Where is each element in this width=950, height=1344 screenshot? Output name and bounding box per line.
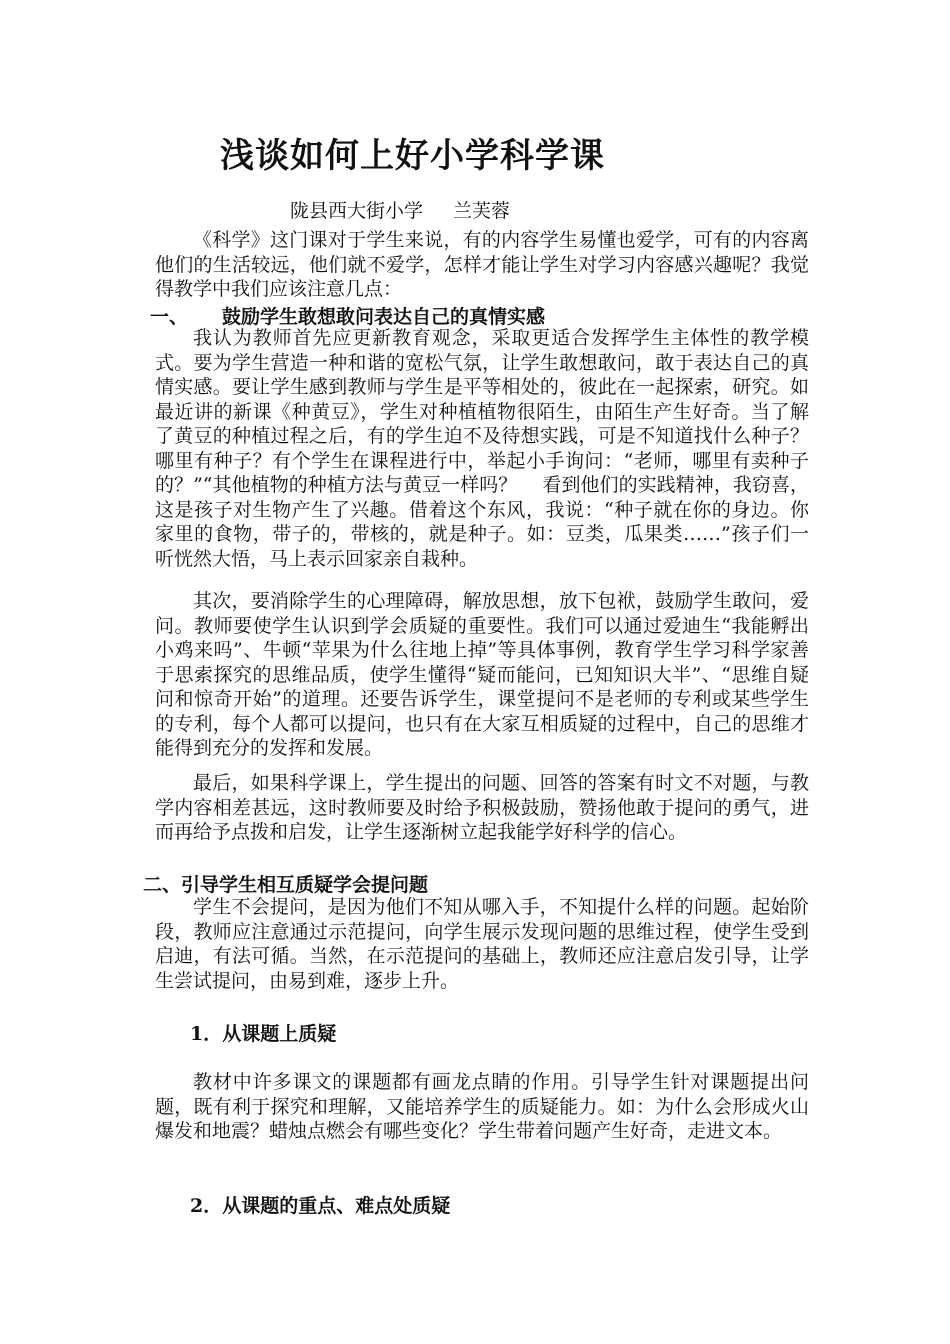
section-1-heading: [150, 302, 545, 329]
section-2-heading: 二、引导学生相互质疑学会提问题: [143, 874, 429, 896]
section-1-number: 一、: [150, 306, 189, 328]
intro-paragraph: 《科学》这门课对于学生来说，有的内容学生易懂也爱学，可有的内容离他们的生活较远，他们就不爱学，怎样才能让学生对学习内容感兴趣呢？我觉得教学中我们应该注意几点：: [155, 229, 809, 300]
section-2-paragraph-1: 学生不会提问，是因为他们不知从哪入手，不知提什么样的问题。起始阶段，教师应注意通过示范提问，向学生展示发现问题的思维过程，使学生受到启迪，有法可循。当然，在示范提问的基础上，教师还应注意启发引导，让学生尝试提问，由易到难，逐步上升。: [155, 896, 809, 992]
document-title: 浅谈如何上好小学科学课: [220, 136, 605, 176]
author-line: [290, 196, 510, 223]
section-1-paragraph-1: 我认为教师首先应更新教育观念，采取更适合发挥学生主体性的教学模式。要为学生营造一种和谐的宽松气氛，让学生敢想敢问，敢于表达自己的真情实感。要让学生感到教师与学生是平等相处的，彼此在一起探索，研究。如最近讲的新课《种黄豆》，学生对种植植物很陌生，由陌生产生好奇。当了解了黄豆的种植过程之后，有的学生迫不及待想实践，可是不知道找什么种子？哪里有种子？有个学生在课程进行中，举起小手询问：“老师，哪里有卖种子的？”“其他植物的种植方法与黄豆一样吗？ 看到他们的实践精神，我窃喜，这是孩子对生物产生了兴趣。借着这个东风，我说：“种子就在你的身边。你家里的食物，带子的，带核的，就是种子。如：豆类，瓜果类……”孩子们一听恍然大悟，马上表示回家亲自栽种。: [155, 327, 809, 570]
subsection-1-paragraph: 教材中许多课文的课题都有画龙点睛的作用。引导学生针对课题提出问题，既有利于探究和理解，又能培养学生的质疑能力。如：为什么会形成火山爆发和地震？蜡烛点燃会有哪些变化？学生带着问题产生好奇，走进文本。: [155, 1071, 809, 1142]
subsection-2-heading: 2．从课题的重点、难点处质疑: [190, 1195, 451, 1217]
section-1-title: 鼓励学生敢想敢问表达自己的真情实感: [222, 306, 546, 328]
author-name: 兰芙蓉: [453, 200, 511, 222]
author-school: 陇县西大街小学: [290, 200, 424, 222]
subsection-1-heading: 1．从课题上质疑: [190, 1023, 337, 1045]
section-1-paragraph-2: 其次，要消除学生的心理障碍，解放思想，放下包袱，鼓励学生敢问，爱问。教师要使学生认识到学会质疑的重要性。我们可以通过爱迪生“我能孵出小鸡来吗”、牛顿“苹果为什么往地上掉”等具体事例，教育学生学习科学家善于思索探究的思维品质，使学生懂得“疑而能问，已知知识大半”、“思维自疑问和惊奇开始”的道理。还要告诉学生，课堂提问不是老师的专利或某些学生的专利，每个人都可以提问，也只有在大家互相质疑的过程中，自己的思维才能得到充分的发挥和发展。: [155, 590, 809, 759]
section-1-paragraph-3: 最后，如果科学课上，学生提出的问题、回答的答案有时文不对题，与教学内容相差甚远，这时教师要及时给予积极鼓励，赞扬他敢于提问的勇气，进而再给予点拨和启发，让学生逐渐树立起我能学好科学的信心。: [155, 772, 809, 843]
